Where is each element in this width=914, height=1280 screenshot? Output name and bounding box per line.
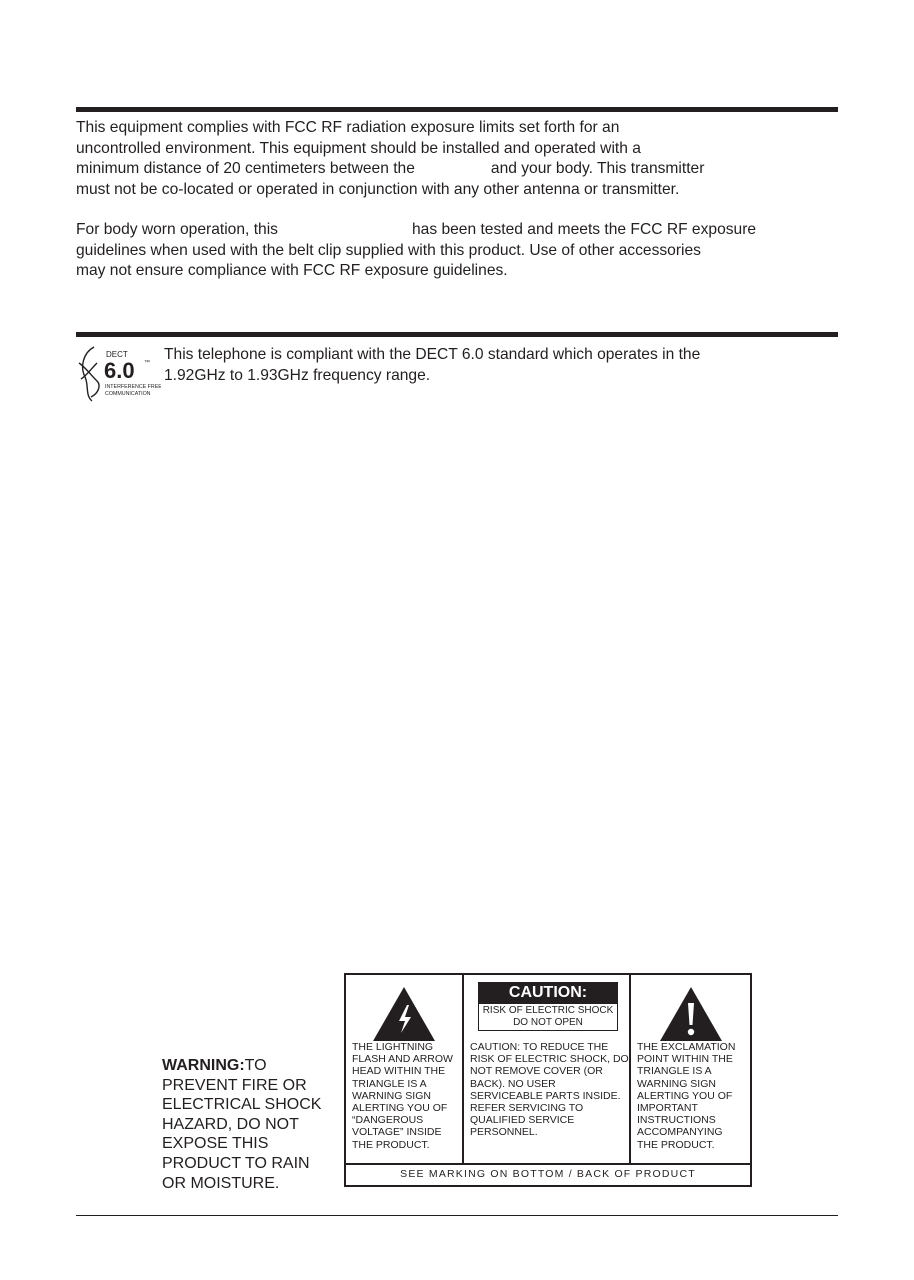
caution-line: CAUTION: TO REDUCE THE [470, 1041, 609, 1053]
caution-subtitle-line: DO NOT OPEN [513, 1017, 583, 1028]
caution-column-lightning [346, 975, 464, 1163]
dect-compliance-paragraph [164, 344, 700, 386]
caution-column-center [464, 975, 631, 1163]
exclamation-line: INSTRUCTIONS [637, 1114, 716, 1127]
caution-description [470, 1041, 629, 1139]
caution-line: PERSONNEL. [470, 1126, 538, 1139]
body-worn-line-1-start: For body worn operation, this [76, 221, 278, 238]
warning-label: WARNING: [162, 1057, 245, 1074]
exclamation-line: THE EXCLAMATION [637, 1041, 736, 1053]
lightning-line: VOLTAGE” INSIDE [352, 1126, 442, 1139]
lightning-description [352, 1041, 453, 1151]
caution-subtitle [478, 1003, 618, 1031]
lightning-line: WARNING SIGN [352, 1089, 431, 1102]
section-divider-dect [76, 332, 838, 337]
body-worn-line-3: may not ensure compliance with FCC RF exposure guidelines. [76, 262, 508, 279]
lightning-line: TRIANGLE IS A [352, 1077, 427, 1090]
exclamation-description [637, 1041, 735, 1151]
exclamation-line: WARNING SIGN [637, 1077, 716, 1090]
caution-label-box [344, 973, 752, 1187]
exclamation-line: ALERTING YOU OF [637, 1089, 733, 1102]
caution-column-exclamation [631, 975, 750, 1163]
dect-logo-label: DECT [106, 350, 128, 359]
fcc-line-1: This equipment complies with FCC RF radiation exposure limits set forth for an [76, 119, 620, 136]
dect-logo-tm: ™ [144, 360, 150, 366]
caution-line: BACK). NO USER [470, 1077, 556, 1090]
warning-line-7: OR MOISTURE. [162, 1174, 280, 1192]
lightning-line: FLASH AND ARROW [352, 1053, 453, 1066]
warning-line-1 [162, 1056, 321, 1076]
caution-line: SERVICEABLE PARTS INSIDE. [470, 1089, 621, 1102]
warning-line-2: PREVENT FIRE OR [162, 1076, 307, 1094]
fcc-line-3-start: minimum distance of 20 centimeters between the [76, 160, 415, 177]
warning-notice [162, 1056, 321, 1193]
exclamation-line: THE PRODUCT. [637, 1138, 715, 1151]
dect-logo-version: 6.0 [104, 358, 135, 383]
caution-line: QUALIFIED SERVICE [470, 1114, 575, 1127]
exclamation-line: ACCOMPANYING [637, 1126, 723, 1139]
exclamation-line: TRIANGLE IS A [637, 1065, 712, 1078]
lightning-line: THE LIGHTNING [352, 1041, 434, 1053]
page-bottom-divider [76, 1215, 838, 1216]
body-worn-line-1 [76, 220, 756, 241]
fcc-line-2: uncontrolled environment. This equipment should be installed and operated with a [76, 139, 641, 157]
fcc-line-4: must not be co-located or operated in conjunction with any other antenna or transmitter. [76, 180, 680, 198]
fcc-line-3-end: and your body. This transmitter [490, 160, 705, 177]
dect-swirl-icon [77, 345, 161, 405]
exclamation-triangle-icon [658, 985, 724, 1043]
lightning-line: HEAD WITHIN THE [352, 1065, 446, 1078]
lightning-line: THE PRODUCT. [352, 1138, 430, 1151]
caution-title: CAUTION: [478, 982, 618, 1003]
dect-line-2: 1.92GHz to 1.93GHz frequency range. [164, 367, 431, 384]
caution-subtitle-line: RISK OF ELECTRIC SHOCK [482, 1005, 614, 1016]
exclamation-line: IMPORTANT [637, 1102, 698, 1115]
warning-line-3: ELECTRICAL SHOCK [162, 1096, 322, 1114]
body-worn-paragraph [76, 220, 756, 282]
fcc-line-3 [76, 159, 704, 180]
dect-line-1: This telephone is compliant with the DECT 6.0 standard which operates in the [164, 346, 701, 363]
section-divider-top [76, 107, 838, 112]
caution-line: REFER SERVICING TO [470, 1102, 584, 1115]
dect-logo-tagline-2: COMMUNICATION [105, 391, 151, 397]
warning-line-4: HAZARD, DO NOT [162, 1115, 299, 1133]
caution-footer-text: SEE MARKING ON BOTTOM / BACK OF PRODUCT [400, 1168, 696, 1180]
lightning-line: ALERTING YOU OF [352, 1102, 448, 1115]
warning-line-6: PRODUCT TO RAIN [162, 1154, 310, 1172]
caution-line: NOT REMOVE COVER (OR [470, 1065, 603, 1078]
lightning-line: “DANGEROUS [352, 1114, 424, 1127]
dect-logo-tagline-1: INTERFERENCE FREE [105, 384, 161, 390]
exclamation-line: POINT WITHIN THE [637, 1053, 733, 1066]
caution-footer-divider [346, 1163, 750, 1165]
lightning-triangle-icon [371, 985, 437, 1043]
dect-logo [77, 345, 161, 405]
body-worn-line-2: guidelines when used with the belt clip supplied with this product. Use of other accessories [76, 241, 701, 259]
body-worn-line-1-end: has been tested and meets the FCC RF exposure [411, 221, 757, 238]
warning-line-5: EXPOSE THIS [162, 1135, 269, 1153]
caution-line: RISK OF ELECTRIC SHOCK, DO [470, 1053, 629, 1066]
warning-line-1-rest: TO [244, 1057, 267, 1074]
fcc-rf-exposure-paragraph [76, 118, 704, 200]
